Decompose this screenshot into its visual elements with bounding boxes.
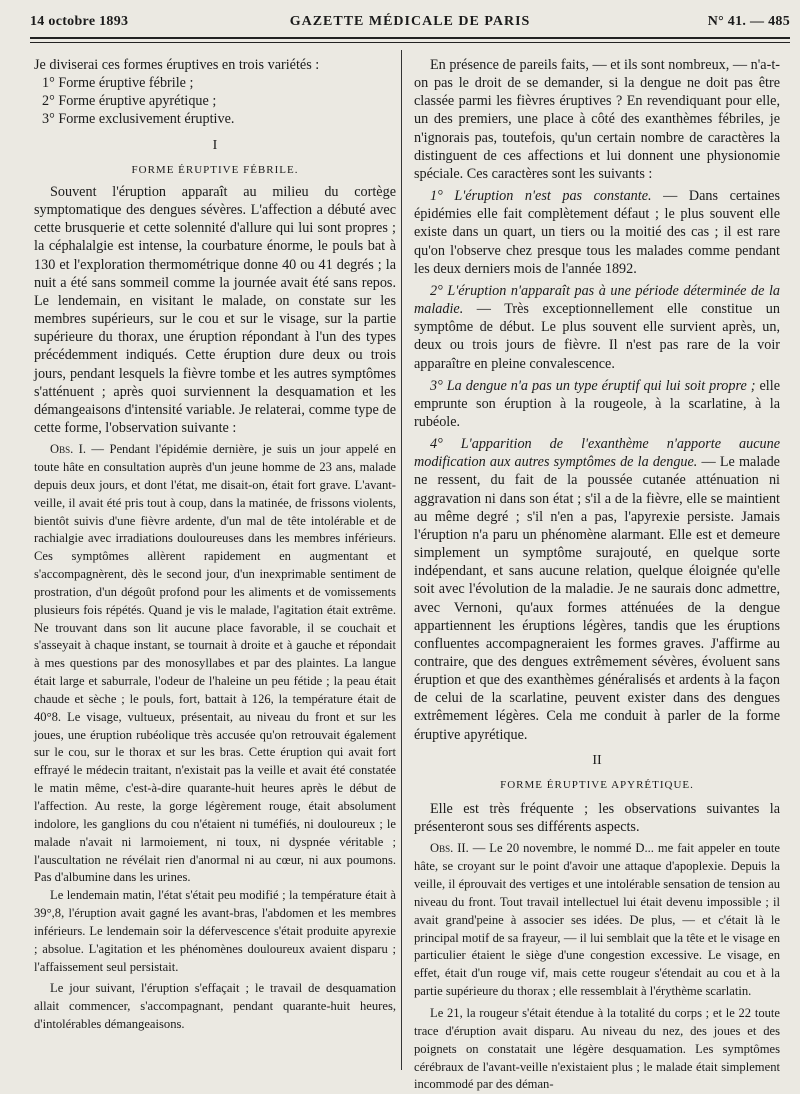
- issue-number: N° 41. — 485: [707, 14, 790, 29]
- observation-label: Obs. II.: [430, 841, 469, 856]
- paragraph: Le lendemain matin, l'état s'était peu modifié ; la température était à 39°,8, l'éruption avait gagné les avant-bras, l'abdomen et les membres inférieurs. Le lendemain soir la défervescence s'était produite apyrexie ; absolue. L'agitation et les phénomènes douloureux avaient disparu ; l'affaissement seul persistait.: [34, 888, 396, 974]
- section-numeral: I: [212, 137, 218, 153]
- section-numeral: II: [592, 752, 602, 768]
- character-text: — Dans certaines épidémies elle fait complètement défaut ; le plus souvent elle existe dans un quart, un tiers ou la moitié des cas ; il est rare qu'on l'observe chez presque tous les malades comme pendant les deux derniers mois de l'année 1892.: [414, 188, 780, 277]
- character-label: 4° L'apparition de l'exanthème n'apporte aucune modification aux autres symptômes de la dengue.: [414, 436, 780, 471]
- page-header: [30, 12, 790, 34]
- journal-title: GAZETTE MÉDICALE DE PARIS: [289, 14, 531, 29]
- character-label: 2° L'éruption n'apparaît pas à une période déterminée de la maladie.: [414, 282, 780, 318]
- paragraph: Elle est très fréquente ; les observations suivantes la présenteront sous ses différents aspects.: [414, 801, 780, 836]
- character-label: 3° La dengue n'a pas un type éruptif qui lui soit propre ;: [430, 377, 756, 394]
- paragraph: En présence de pareils faits, — et ils sont nombreux, — n'a-t-on pas le droit de se demander, si la dengue ne doit pas être classée parmi les fièvres éruptives ? En revendiquant pour elle, un des premiers, une place à côté des exanthèmes fébriles, je n'ignorais pas, toutefois, qu'un certain nombre de caractères la distinguent de ces affections et lui donnent une physionomie spéciale. Ces caractères sont les suivants :: [414, 57, 780, 182]
- variety-item: 1° Forme éruptive fébrile ;: [42, 75, 194, 92]
- varieties-list: [34, 74, 396, 128]
- variety-item: 3° Forme exclusivement éruptive.: [42, 111, 235, 128]
- observation-1: [34, 441, 396, 1034]
- issue-date: 14 octobre 1893: [30, 14, 129, 29]
- observation-text: — Le 20 novembre, le nommé D... me fait appeler en toute hâte, se croyant sur le point d'avoir une attaque d'apoplexie. Depuis la veille, il éprouvait des vertiges et une intolérable sensation de tension au niveau du front. Tout travail intellectuel lui était devenu impossible ; il avait grand'peine à associer ses idées. De plus, — et c'était là le principal motif de sa frayeur, — il lui semblait que la tête et le visage en particulier étaient le siège d'une congestion excessive. Le visage, en effet, était d'un rouge vif, mais cette rougeur s'étendait au cou et à la partie supérieure du thorax ; elle ressemblait à l'érythème scarlatin.: [414, 841, 781, 999]
- observation-label: Obs. I.: [50, 442, 87, 457]
- section-heading: FORME ÉRUPTIVE APYRÉTIQUE.: [500, 778, 694, 791]
- character-label: 1° L'éruption n'est pas constante.: [430, 188, 652, 205]
- character-3: [414, 377, 780, 431]
- right-column: [414, 56, 780, 1094]
- column-divider: [401, 50, 402, 1070]
- variety-item: 2° Forme éruptive apyrétique ;: [42, 93, 217, 110]
- paragraph: Le jour suivant, l'éruption s'effaçait ; le travail de desquamation allait commencer, s'accompagnant, pendant quarante-huit heures, d'intolérables démangeaisons.: [34, 981, 396, 1032]
- header-rule-thin: [30, 42, 790, 43]
- character-4: [414, 435, 780, 744]
- character-2: [414, 282, 780, 373]
- paragraph: Souvent l'éruption apparaît au milieu du cortège symptomatique des dengues sévères. L'affection a débuté avec cette brusquerie et cette solennité d'allure qui lui sont propres ; la céphalalgie est intense, la courbature énorme, le pouls bat à 130 et l'exploration thermométrique donne 40 ou 41 degrés ; la nuit a été sans sommeil comme la journée avait été sans repos. Le lendemain, en visitant le malade, on constate sur les membres supérieurs, sur le cou et sur le visage, sur la partie supérieure du thorax, une éruption répondant à l'un des types précédemment indiqués. Cette éruption dure deux ou trois jours, pendant lesquels la fièvre tombe et les autres symptômes s'atténuent ; après quoi surviennent la desquamation et les démangeaisons d'intensité variable. Je relaterai, comme type de cette forme, l'observation suivante :: [34, 183, 396, 436]
- character-text: — Très exceptionnellement elle constitue un symptôme de début. Le plus souvent elle survient après, un, deux ou trois jours de fièvre. Il n'est pas rare de la voir apparaître en pleine convalescence.: [414, 301, 780, 372]
- observation-text: — Pendant l'épidémie dernière, je suis un jour appelé en toute hâte en consultation auprès d'un jeune homme de 23 ans, malade depuis deux jours, et dont l'état, me disait-on, était fort grave. L'avant-veille, il avait été pris tout à coup, dans la matinée, de frissons violents, bientôt suivis d'une fièvre ardente, d'un mal de tête intolérable et de rachialgie avec irradiations douloureuses dans les membres inférieurs. Ces symptômes allèrent rapidement en augmentant et s'accompagnèrent, dès le second jour, d'un inexprimable sentiment de prostration, d'un dégoût profond pour les aliments et de vomissements plusieurs fois répétés. Quand je vis le malade, l'agitation était extrême. Ne trouvant dans son lit aucune place favorable, il se couchait et s'asseyait à chaque instant, se tournait à droite et à gauche et répondait à mes questions par des monosyllabes et par des plaintes. La langue était large et saburrale, l'odeur de l'haleine un peu fétide ; la peau était chaude et sèche ; le pouls, fort, battait à 126, la température était de 40°8. Le visage, vultueux, présentait, au niveau du front et sur les joues, une éruption rubéolique très accusée qu'on retrouvait également sur le cou, sur le thorax et sur les bras. Cette éruption qui avait fort effrayé le médecin traitant, n'existait pas la veille et avait été constatée le matin même, c'est-à-dire quarante-huit heures après le début de l'affection. Au reste, la gorge légèrement rouge, était absolument indolore, les ganglions du cou n'étaient ni tuméfiés, ni douloureux ; le malade n'avait ni larmoiement, ni toux, ni dyspnée véritable ; l'auscultation ne révélait rien d'anormal ni au cœur, ni aux poumons. Pas d'albumine dans les urines.: [34, 442, 396, 885]
- observation-2: [414, 840, 780, 1094]
- intro-text: Je diviserai ces formes éruptives en trois variétés :: [34, 57, 320, 73]
- section-heading: FORME ÉRUPTIVE FÉBRILE.: [131, 163, 299, 176]
- character-1: [414, 187, 780, 278]
- paragraph: Le 21, la rougeur s'était étendue à la totalité du corps ; et le 22 toute trace d'éruption avait disparu. Au niveau du nez, des joues et des poignets on constatait une légère desquamation. Les symptômes cérébraux de l'avant-veille n'existaient plus ; le malade était simplement incommodé par des déman-: [414, 1006, 780, 1092]
- character-text: — Le malade ne ressent, du fait de la poussée cutanée atténuation ni aggravation ni dans son état ; s'il a de la fièvre, elle se maintient au même degré ; s'il n'en a pas, l'apyrexie persiste. Jamais l'éruption n'a paru un phénomène alarmant. Elle est et demeure simplement un symptôme surajouté, en quelque sorte indépendant, et sans aucune relation, quelque éloignée qu'elle soit avec l'évolution de la maladie. Je ne saurais donc admettre, avec Vernoni, qu'aux formes atténuées de la dengue appartiennent les éruptions légères, tandis que les éruptions confluentes accompagneraient les formes graves. J'affirme au contraire, que des dengues extrêmement sévères, évoluent sans éruption et que des exanthèmes généralisés et ardents à la façon de celui de la scarlatine, peuvent exister dans des dengues extrêmement légères. Cela me conduit à parler de la forme éruptive apyrétique.: [414, 454, 780, 743]
- header-rule: [30, 37, 790, 39]
- character-text: elle emprunte son éruption à la rougeole, à la scarlatine, à la rubéole.: [414, 377, 780, 430]
- left-column: [34, 56, 396, 1034]
